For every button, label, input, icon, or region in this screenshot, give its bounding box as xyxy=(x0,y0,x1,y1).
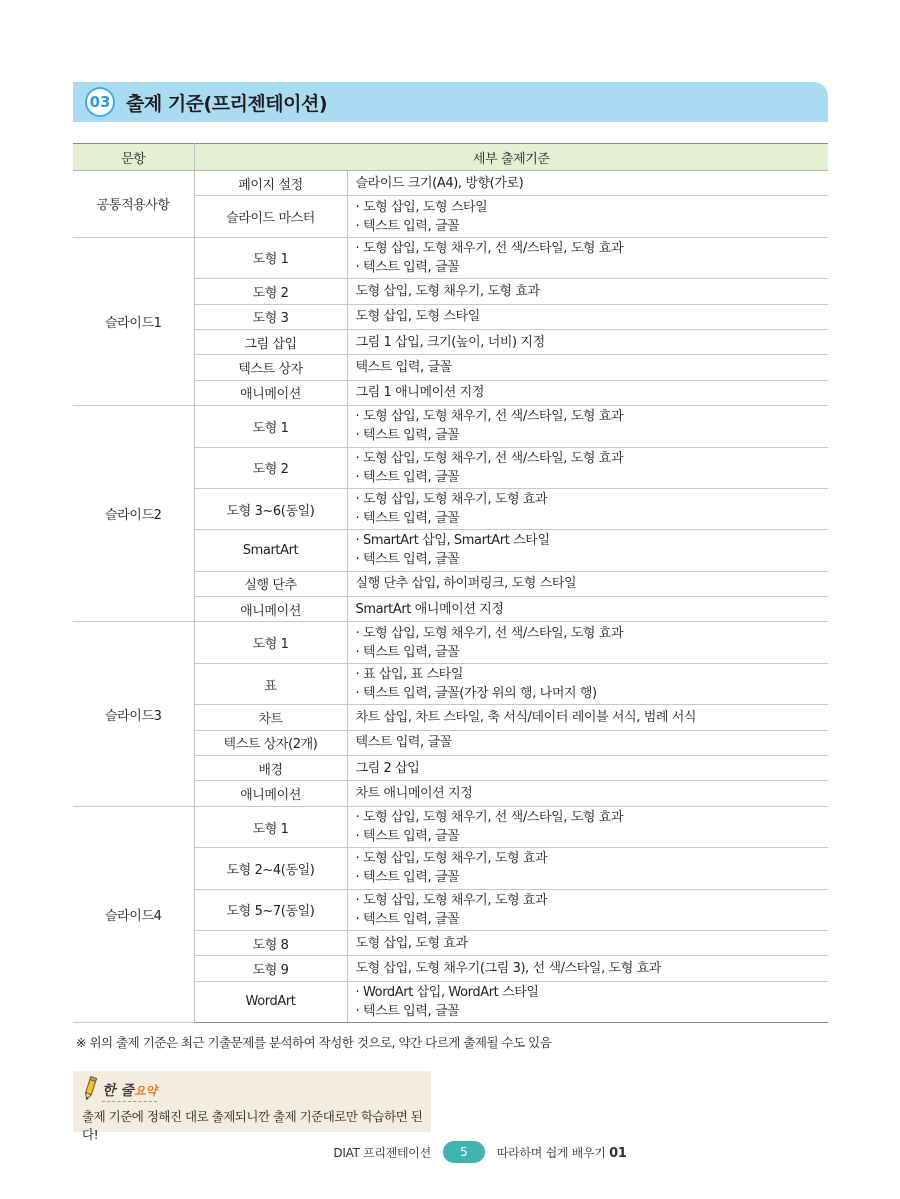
detail-line: · SmartArt 삽입, SmartArt 스타일 xyxy=(355,533,550,549)
item-cell: 차트 xyxy=(194,705,347,730)
detail-line: · 도형 삽입, 도형 스타일 xyxy=(355,199,488,215)
item-cell: 도형 1 xyxy=(194,237,347,278)
detail-line: · WordArt 삽입, WordArt 스타일 xyxy=(355,984,539,1000)
detail-line: · 텍스트 입력, 글꼴 xyxy=(355,644,460,660)
table-row xyxy=(73,171,828,196)
detail-cell xyxy=(347,304,828,329)
summary-text: 출제 기준에 정해진 대로 출제되니깐 출제 기준대로만 학습하면 된다! xyxy=(82,1109,423,1142)
detail-line: 그림 1 애니메이션 지정 xyxy=(355,385,484,401)
item-cell: 그림 삽입 xyxy=(194,329,347,354)
detail-line: · 도형 삽입, 도형 채우기, 선 색/스타일, 도형 효과 xyxy=(355,240,624,256)
item-cell: 표 xyxy=(194,663,347,704)
detail-line: · 텍스트 입력, 글꼴 xyxy=(355,911,460,927)
group-name-cell: 공통적용사항 xyxy=(73,171,194,238)
detail-cell xyxy=(347,571,828,596)
table-body xyxy=(73,171,828,1023)
detail-cell xyxy=(347,930,828,955)
table-header-row xyxy=(73,144,828,171)
table-row xyxy=(73,622,828,663)
footer-book-title: DIAT 프리젠테이션 xyxy=(333,1145,431,1160)
section-title: 출제 기준(프리젠테이션) xyxy=(126,92,328,115)
detail-line: · 텍스트 입력, 글꼴 xyxy=(355,469,460,485)
item-cell: 도형 9 xyxy=(194,956,347,981)
footnote: ※ 위의 출제 기준은 최근 기출문제를 분석하여 작성한 것으로, 약간 다르게 출제될 수도 있음 xyxy=(76,1035,552,1050)
summary-header xyxy=(81,1076,157,1102)
detail-line: 도형 삽입, 도형 채우기(그림 3), 선 색/스타일, 도형 효과 xyxy=(355,961,661,977)
detail-line: · 도형 삽입, 도형 채우기, 도형 효과 xyxy=(355,892,548,908)
detail-cell xyxy=(347,380,828,405)
footer-chapter-number: 01 xyxy=(609,1145,627,1161)
section-header xyxy=(73,82,828,122)
detail-cell xyxy=(347,889,828,930)
detail-line: 그림 2 삽입 xyxy=(355,760,420,776)
detail-line: · 텍스트 입력, 글꼴 xyxy=(355,552,460,568)
detail-line: 슬라이드 크기(A4), 방향(가로) xyxy=(355,175,524,191)
item-cell: 도형 1 xyxy=(194,622,347,663)
detail-line: 도형 삽입, 도형 채우기, 도형 효과 xyxy=(355,283,540,299)
detail-cell xyxy=(347,663,828,704)
detail-cell xyxy=(347,447,828,488)
item-cell: 텍스트 상자 xyxy=(194,355,347,380)
item-cell: 도형 2 xyxy=(194,279,347,304)
summary-title xyxy=(102,1080,157,1102)
criteria-table xyxy=(73,143,828,1023)
detail-cell xyxy=(347,597,828,622)
detail-cell xyxy=(347,806,828,847)
item-cell: 애니메이션 xyxy=(194,781,347,806)
detail-line: 그림 1 삽입, 크기(높이, 너비) 지정 xyxy=(355,334,545,350)
item-cell: 도형 3 xyxy=(194,304,347,329)
group-name-cell: 슬라이드4 xyxy=(73,806,194,1022)
item-cell: 텍스트 상자(2개) xyxy=(194,730,347,755)
detail-cell xyxy=(347,781,828,806)
detail-line: · 텍스트 입력, 글꼴 xyxy=(355,259,460,275)
detail-line: · 텍스트 입력, 글꼴 xyxy=(355,870,460,886)
detail-line: · 텍스트 입력, 글꼴 xyxy=(355,1003,460,1019)
summary-title-accent: 요약 xyxy=(133,1084,158,1098)
detail-cell xyxy=(347,730,828,755)
item-cell: 애니메이션 xyxy=(194,597,347,622)
detail-line: 도형 삽입, 도형 효과 xyxy=(355,935,468,951)
detail-line: SmartArt 애니메이션 지정 xyxy=(355,601,504,617)
detail-line: · 도형 삽입, 도형 채우기, 도형 효과 xyxy=(355,851,548,867)
detail-cell xyxy=(347,705,828,730)
detail-cell xyxy=(347,956,828,981)
summary-title-main: 한 줄 xyxy=(102,1083,134,1099)
summary-box xyxy=(73,1071,431,1142)
item-cell: WordArt xyxy=(194,981,347,1022)
item-cell: SmartArt xyxy=(194,530,347,571)
detail-cell xyxy=(347,406,828,447)
detail-line: · 텍스트 입력, 글꼴 xyxy=(355,218,460,234)
detail-line: 차트 애니메이션 지정 xyxy=(355,786,473,802)
header-question: 문항 xyxy=(73,144,194,171)
detail-cell xyxy=(347,756,828,781)
detail-line: · 텍스트 입력, 글꼴 xyxy=(355,829,460,844)
detail-cell xyxy=(347,329,828,354)
group-name-cell: 슬라이드2 xyxy=(73,406,194,622)
section-number: 03 xyxy=(85,87,115,117)
detail-cell xyxy=(347,981,828,1022)
detail-cell xyxy=(347,196,828,237)
item-cell: 도형 1 xyxy=(194,806,347,847)
group-name-cell: 슬라이드1 xyxy=(73,237,194,405)
detail-line: · 도형 삽입, 도형 채우기, 선 색/스타일, 도형 효과 xyxy=(355,409,624,425)
group-name-cell: 슬라이드3 xyxy=(73,622,194,806)
item-cell: 도형 5~7(동일) xyxy=(194,889,347,930)
detail-line: · 텍스트 입력, 글꼴 xyxy=(355,511,460,527)
detail-cell xyxy=(347,622,828,663)
item-cell: 도형 2~4(동일) xyxy=(194,848,347,889)
detail-line: 실행 단추 삽입, 하이퍼링크, 도형 스타일 xyxy=(355,576,577,592)
detail-cell xyxy=(347,171,828,196)
table-row xyxy=(73,406,828,447)
page-footer xyxy=(0,1141,900,1163)
detail-cell xyxy=(347,279,828,304)
header-details: 세부 출제기준 xyxy=(194,144,828,171)
table-row xyxy=(73,806,828,847)
item-cell: 도형 1 xyxy=(194,406,347,447)
footer-chapter xyxy=(497,1144,627,1161)
detail-line: 텍스트 입력, 글꼴 xyxy=(355,735,452,751)
detail-line: · 텍스트 입력, 글꼴(가장 위의 행, 나머지 행) xyxy=(355,686,597,702)
item-cell: 배경 xyxy=(194,756,347,781)
detail-cell xyxy=(347,488,828,529)
detail-line: · 도형 삽입, 도형 채우기, 도형 효과 xyxy=(355,492,548,508)
item-cell: 도형 8 xyxy=(194,930,347,955)
detail-cell xyxy=(347,530,828,571)
detail-cell xyxy=(347,848,828,889)
detail-line: · 도형 삽입, 도형 채우기, 선 색/스타일, 도형 효과 xyxy=(355,625,624,641)
table-row xyxy=(73,237,828,278)
item-cell: 페이지 설정 xyxy=(194,171,347,196)
item-cell: 실행 단추 xyxy=(194,571,347,596)
detail-cell xyxy=(347,355,828,380)
detail-line: 도형 삽입, 도형 스타일 xyxy=(355,309,480,325)
detail-line: · 텍스트 입력, 글꼴 xyxy=(355,428,460,444)
item-cell: 도형 3~6(동일) xyxy=(194,488,347,529)
footer-chapter-text: 따라하며 쉽게 배우기 xyxy=(496,1145,606,1160)
detail-cell xyxy=(347,237,828,278)
pencil-icon xyxy=(81,1076,99,1102)
item-cell: 슬라이드 마스터 xyxy=(194,196,347,237)
page-number: 5 xyxy=(443,1141,485,1163)
detail-line: 차트 삽입, 차트 스타일, 축 서식/데이터 레이블 서식, 범례 서식 xyxy=(355,709,697,725)
item-cell: 애니메이션 xyxy=(194,380,347,405)
detail-line: 텍스트 입력, 글꼴 xyxy=(355,360,452,376)
item-cell: 도형 2 xyxy=(194,447,347,488)
detail-line: · 도형 삽입, 도형 채우기, 선 색/스타일, 도형 효과 xyxy=(355,450,624,466)
detail-line: · 표 삽입, 표 스타일 xyxy=(355,667,464,683)
detail-line: · 도형 삽입, 도형 채우기, 선 색/스타일, 도형 효과 xyxy=(355,810,624,825)
